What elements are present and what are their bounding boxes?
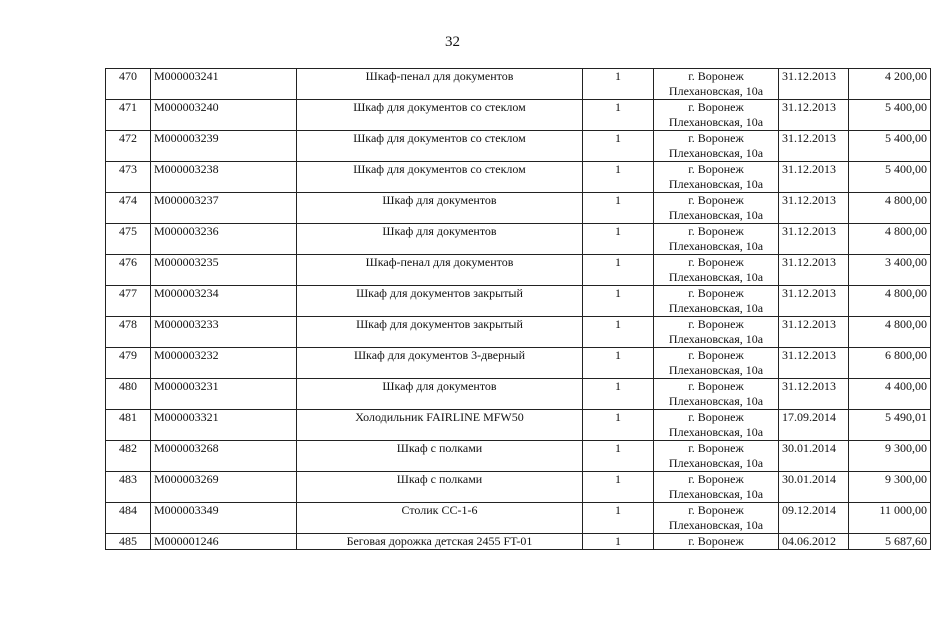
table-row [106, 534, 931, 550]
item-name-cell: Шкаф для документов закрытый [297, 317, 583, 348]
address-city: г. Воронеж [688, 286, 744, 300]
price-cell: 5 687,60 [849, 534, 931, 550]
quantity-cell: 1 [583, 472, 654, 503]
item-name-cell: Шкаф для документов со стеклом [297, 100, 583, 131]
inventory-code-cell: М000003321 [151, 410, 297, 441]
row-number-cell: 479 [106, 348, 151, 379]
date-cell: 31.12.2013 [779, 286, 849, 317]
price-cell: 5 400,00 [849, 131, 931, 162]
address-street: Плехановская, 10а [668, 363, 764, 377]
row-number-cell: 477 [106, 286, 151, 317]
address-cell [654, 534, 779, 550]
address-cell [654, 162, 779, 193]
address-city: г. Воронеж [688, 472, 744, 486]
date-cell: 31.12.2013 [779, 224, 849, 255]
address-street: Плехановская, 10а [668, 332, 764, 346]
row-number-cell: 470 [106, 69, 151, 100]
price-cell: 4 800,00 [849, 286, 931, 317]
row-number-cell: 478 [106, 317, 151, 348]
quantity-cell: 1 [583, 379, 654, 410]
table-row [106, 131, 931, 162]
item-name-cell: Шкаф-пенал для документов [297, 69, 583, 100]
item-name-cell: Шкаф для документов со стеклом [297, 131, 583, 162]
date-cell: 31.12.2013 [779, 379, 849, 410]
table-row [106, 503, 931, 534]
table-row [106, 472, 931, 503]
address-street: Плехановская, 10а [668, 456, 764, 470]
address-city: г. Воронеж [688, 503, 744, 517]
address-cell [654, 224, 779, 255]
price-cell: 4 800,00 [849, 224, 931, 255]
item-name-cell: Шкаф для документов [297, 379, 583, 410]
inventory-code-cell: М000003269 [151, 472, 297, 503]
address-city: г. Воронеж [688, 100, 744, 114]
row-number-cell: 475 [106, 224, 151, 255]
quantity-cell: 1 [583, 348, 654, 379]
table-row [106, 348, 931, 379]
row-number-cell: 473 [106, 162, 151, 193]
address-street: Плехановская, 10а [668, 487, 764, 501]
date-cell: 31.12.2013 [779, 69, 849, 100]
table-row [106, 193, 931, 224]
inventory-code-cell: М000003241 [151, 69, 297, 100]
date-cell: 31.12.2013 [779, 131, 849, 162]
quantity-cell: 1 [583, 69, 654, 100]
item-name-cell: Беговая дорожка детская 2455 FT-01 [297, 534, 583, 550]
inventory-code-cell: М000003234 [151, 286, 297, 317]
item-name-cell: Шкаф с полками [297, 472, 583, 503]
table-row [106, 224, 931, 255]
inventory-code-cell: М000003232 [151, 348, 297, 379]
price-cell: 4 800,00 [849, 317, 931, 348]
address-city: г. Воронеж [688, 255, 744, 269]
quantity-cell: 1 [583, 255, 654, 286]
inventory-code-cell: М000003268 [151, 441, 297, 472]
quantity-cell: 1 [583, 131, 654, 162]
address-street: Плехановская, 10а [668, 239, 764, 253]
inventory-code-cell: М000003349 [151, 503, 297, 534]
address-city: г. Воронеж [688, 441, 744, 455]
quantity-cell: 1 [583, 441, 654, 472]
inventory-code-cell: М000003231 [151, 379, 297, 410]
address-cell [654, 410, 779, 441]
table-row [106, 69, 931, 100]
table-row [106, 441, 931, 472]
address-city: г. Воронеж [688, 534, 744, 548]
quantity-cell: 1 [583, 503, 654, 534]
address-street: Плехановская, 10а [668, 177, 764, 191]
address-cell [654, 317, 779, 348]
address-cell [654, 286, 779, 317]
inventory-code-cell: М000003235 [151, 255, 297, 286]
date-cell: 30.01.2014 [779, 441, 849, 472]
row-number-cell: 485 [106, 534, 151, 550]
address-cell [654, 379, 779, 410]
inventory-code-cell: М000001246 [151, 534, 297, 550]
inventory-code-cell: М000003238 [151, 162, 297, 193]
date-cell: 31.12.2013 [779, 317, 849, 348]
address-cell [654, 255, 779, 286]
quantity-cell: 1 [583, 193, 654, 224]
item-name-cell: Шкаф для документов со стеклом [297, 162, 583, 193]
address-street: Плехановская, 10а [668, 394, 764, 408]
item-name-cell: Холодильник FAIRLINE MFW50 [297, 410, 583, 441]
quantity-cell: 1 [583, 224, 654, 255]
price-cell: 11 000,00 [849, 503, 931, 534]
address-city: г. Воронеж [688, 224, 744, 238]
price-cell: 4 200,00 [849, 69, 931, 100]
date-cell: 31.12.2013 [779, 348, 849, 379]
address-street: Плехановская, 10а [668, 425, 764, 439]
price-cell: 4 400,00 [849, 379, 931, 410]
page-number: 32 [445, 34, 460, 50]
item-name-cell: Шкаф для документов [297, 224, 583, 255]
table-row [106, 379, 931, 410]
address-cell [654, 441, 779, 472]
date-cell: 31.12.2013 [779, 100, 849, 131]
row-number-cell: 481 [106, 410, 151, 441]
price-cell: 4 800,00 [849, 193, 931, 224]
address-city: г. Воронеж [688, 193, 744, 207]
address-cell [654, 503, 779, 534]
price-cell: 6 800,00 [849, 348, 931, 379]
address-city: г. Воронеж [688, 69, 744, 83]
quantity-cell: 1 [583, 317, 654, 348]
address-city: г. Воронеж [688, 348, 744, 362]
row-number-cell: 480 [106, 379, 151, 410]
row-number-cell: 471 [106, 100, 151, 131]
price-cell: 5 400,00 [849, 100, 931, 131]
table-row [106, 410, 931, 441]
inventory-code-cell: М000003233 [151, 317, 297, 348]
address-street: Плехановская, 10а [668, 84, 764, 98]
item-name-cell: Шкаф для документов 3-дверный [297, 348, 583, 379]
quantity-cell: 1 [583, 286, 654, 317]
inventory-code-cell: М000003240 [151, 100, 297, 131]
price-cell: 5 490,01 [849, 410, 931, 441]
address-city: г. Воронеж [688, 162, 744, 176]
address-cell [654, 348, 779, 379]
address-city: г. Воронеж [688, 131, 744, 145]
address-cell [654, 472, 779, 503]
quantity-cell: 1 [583, 100, 654, 131]
address-cell [654, 131, 779, 162]
date-cell: 31.12.2013 [779, 193, 849, 224]
table-row [106, 286, 931, 317]
address-city: г. Воронеж [688, 379, 744, 393]
row-number-cell: 482 [106, 441, 151, 472]
row-number-cell: 484 [106, 503, 151, 534]
address-cell [654, 69, 779, 100]
address-cell [654, 100, 779, 131]
address-street: Плехановская, 10а [668, 208, 764, 222]
price-cell: 9 300,00 [849, 472, 931, 503]
date-cell: 09.12.2014 [779, 503, 849, 534]
inventory-table [105, 68, 931, 550]
row-number-cell: 476 [106, 255, 151, 286]
item-name-cell: Шкаф для документов [297, 193, 583, 224]
price-cell: 5 400,00 [849, 162, 931, 193]
item-name-cell: Шкаф-пенал для документов [297, 255, 583, 286]
address-street: Плехановская, 10а [668, 518, 764, 532]
item-name-cell: Столик СС-1-6 [297, 503, 583, 534]
address-street: Плехановская, 10а [668, 146, 764, 160]
address-city: г. Воронеж [688, 317, 744, 331]
table-row [106, 255, 931, 286]
address-street: Плехановская, 10а [668, 115, 764, 129]
row-number-cell: 483 [106, 472, 151, 503]
date-cell: 30.01.2014 [779, 472, 849, 503]
date-cell: 31.12.2013 [779, 255, 849, 286]
inventory-code-cell: М000003239 [151, 131, 297, 162]
item-name-cell: Шкаф с полками [297, 441, 583, 472]
date-cell: 31.12.2013 [779, 162, 849, 193]
quantity-cell: 1 [583, 162, 654, 193]
price-cell: 3 400,00 [849, 255, 931, 286]
address-city: г. Воронеж [688, 410, 744, 424]
address-street: Плехановская, 10а [668, 301, 764, 315]
price-cell: 9 300,00 [849, 441, 931, 472]
table-body [106, 69, 931, 550]
row-number-cell: 474 [106, 193, 151, 224]
table-row [106, 162, 931, 193]
inventory-code-cell: М000003236 [151, 224, 297, 255]
quantity-cell: 1 [583, 410, 654, 441]
row-number-cell: 472 [106, 131, 151, 162]
table-row [106, 317, 931, 348]
inventory-code-cell: М000003237 [151, 193, 297, 224]
date-cell: 04.06.2012 [779, 534, 849, 550]
address-cell [654, 193, 779, 224]
date-cell: 17.09.2014 [779, 410, 849, 441]
item-name-cell: Шкаф для документов закрытый [297, 286, 583, 317]
address-street: Плехановская, 10а [668, 270, 764, 284]
table-row [106, 100, 931, 131]
quantity-cell: 1 [583, 534, 654, 550]
